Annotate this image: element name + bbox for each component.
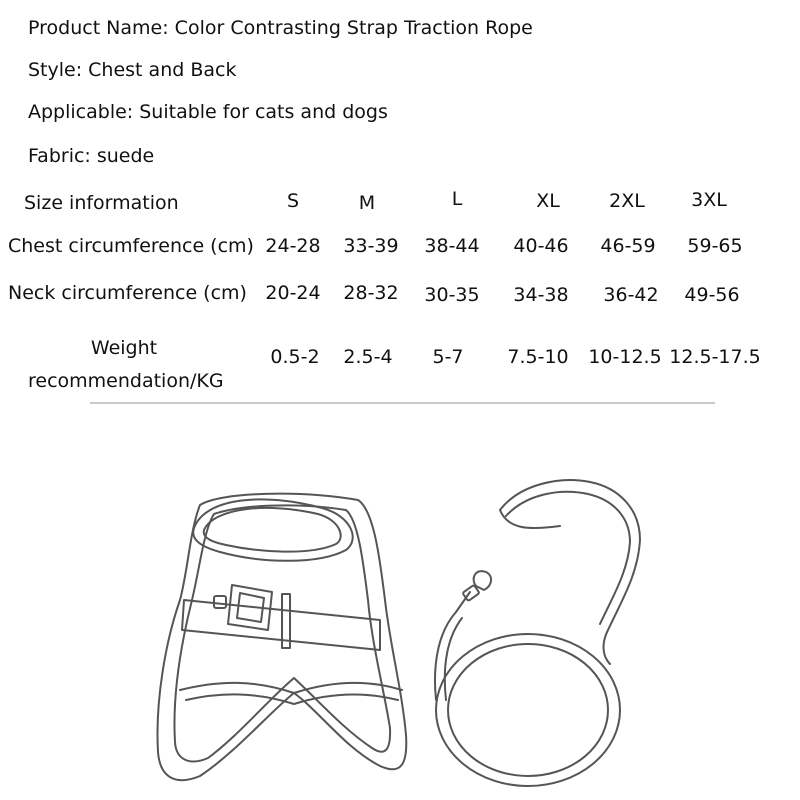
product-name-line: Product Name: Color Contrasting Strap Traction Rope <box>28 17 533 39</box>
weight-value-xl: 7.5-10 <box>507 346 569 368</box>
size-header-2xl: 2XL <box>609 190 645 212</box>
chest-row-label: Chest circumference (cm) <box>8 235 254 257</box>
harness-icon <box>158 494 407 780</box>
size-header-3xl: 3XL <box>691 189 727 211</box>
chest-value-2xl: 46-59 <box>600 235 656 257</box>
leash-icon <box>435 480 640 786</box>
size-header-xl: XL <box>536 190 560 212</box>
neck-value-2xl: 36-42 <box>603 284 659 306</box>
weight-label-line2: recommendation/KG <box>28 370 224 392</box>
neck-value-xl: 34-38 <box>513 284 569 306</box>
weight-label-line1: Weight <box>90 337 158 359</box>
size-info-header: Size information <box>24 192 179 214</box>
weight-value-s: 0.5-2 <box>270 346 320 368</box>
chest-value-s: 24-28 <box>265 235 321 257</box>
neck-value-l: 30-35 <box>424 284 480 306</box>
neck-value-s: 20-24 <box>265 282 321 304</box>
weight-value-3xl: 12.5-17.5 <box>669 346 761 368</box>
weight-value-m: 2.5-4 <box>343 346 393 368</box>
neck-value-3xl: 49-56 <box>684 284 740 306</box>
weight-value-2xl: 10-12.5 <box>588 346 662 368</box>
chest-value-m: 33-39 <box>343 235 399 257</box>
weight-value-l: 5-7 <box>432 346 464 368</box>
size-header-l: L <box>451 188 463 210</box>
chest-value-xl: 40-46 <box>513 235 569 257</box>
chest-value-l: 38-44 <box>424 235 480 257</box>
neck-row-label: Neck circumference (cm) <box>8 282 247 304</box>
chest-value-3xl: 59-65 <box>687 235 743 257</box>
size-header-s: S <box>286 190 300 212</box>
neck-value-m: 28-32 <box>343 282 399 304</box>
style-line: Style: Chest and Back <box>28 59 237 81</box>
size-header-m: M <box>358 192 376 214</box>
applicable-line: Applicable: Suitable for cats and dogs <box>28 101 388 123</box>
fabric-line: Fabric: suede <box>28 145 155 167</box>
